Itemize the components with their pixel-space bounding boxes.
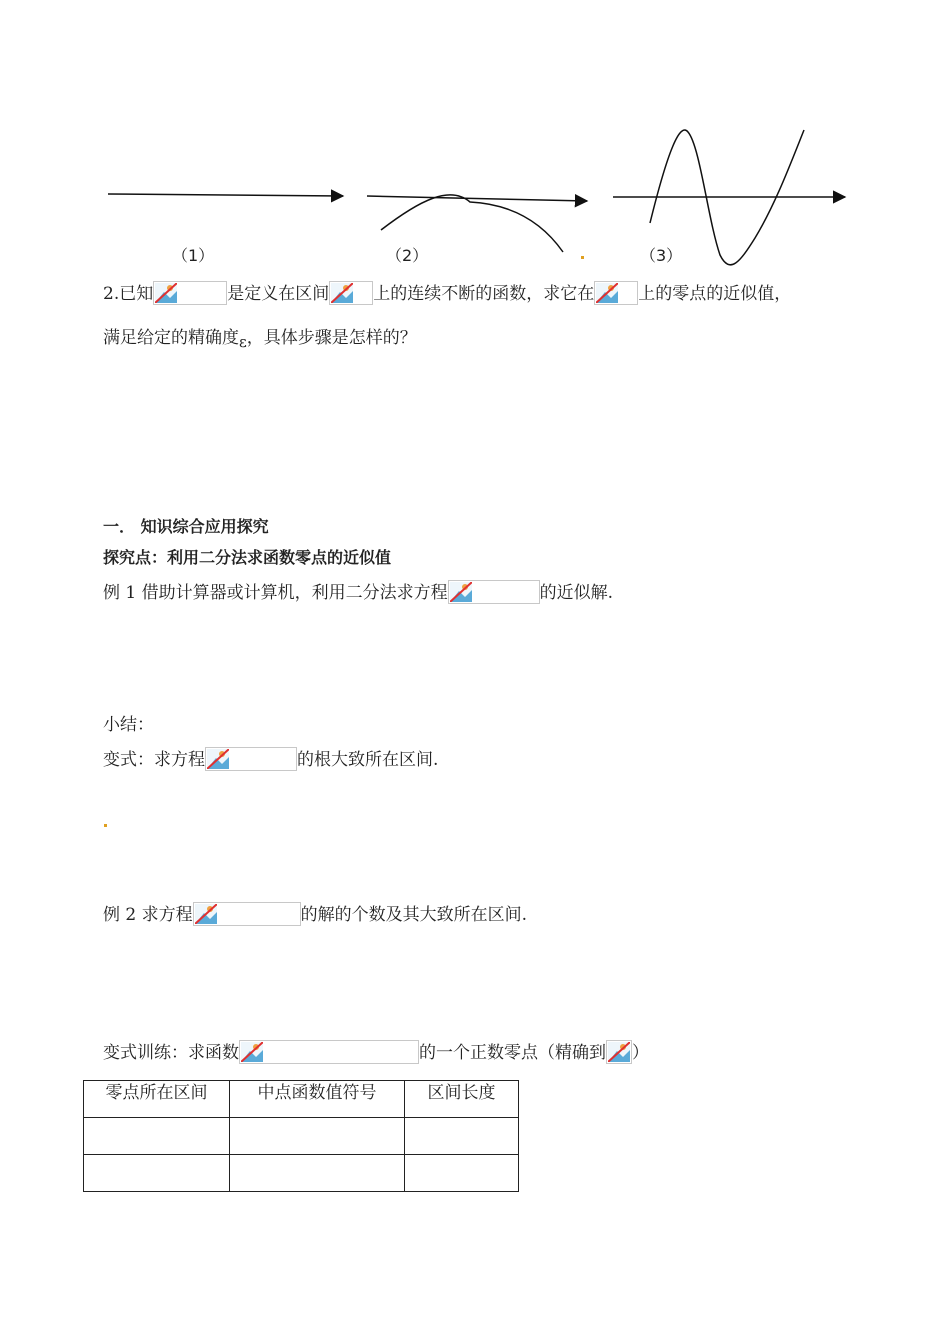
stray-mark	[104, 824, 107, 827]
table-header-row	[84, 1081, 519, 1118]
broken-image-icon	[239, 1040, 419, 1064]
table-row	[84, 1155, 519, 1192]
table-row	[84, 1118, 519, 1155]
summary-label: 小结：	[103, 715, 154, 735]
broken-image-icon	[329, 281, 373, 305]
table-header-cell: 区间长度	[405, 1081, 519, 1118]
broken-image-icon	[606, 1040, 632, 1064]
broken-image-icon	[448, 580, 540, 604]
table-cell[interactable]	[405, 1118, 519, 1155]
explore-point-heading: 探究点：利用二分法求函数零点的近似值	[103, 548, 392, 567]
stray-mark	[581, 256, 584, 259]
figure-label-1: （1）	[172, 246, 215, 265]
question2-line2: 满足给定的精确度ε，具体步骤是怎样的？	[103, 328, 417, 351]
variant-training: 变式训练：求函数 的一个正数零点（精确到 ）	[103, 1042, 649, 1064]
figure-label-2: （2）	[386, 246, 429, 265]
broken-image-icon	[193, 902, 301, 926]
broken-image-icon	[205, 747, 297, 771]
function-graphs-figure	[0, 110, 950, 280]
variant: 变式：求方程 的根大致所在区间.	[103, 749, 438, 771]
example2: 例 2 求方程 的解的个数及其大致所在区间.	[103, 904, 527, 926]
question2-line1: 2.已知 是定义在区间 上的连续不断的函数，求它在 上的零点的近似值，	[103, 283, 791, 305]
table-cell[interactable]	[405, 1155, 519, 1192]
table-header-cell: 中点函数值符号	[230, 1081, 405, 1118]
x-axis-1	[108, 194, 343, 196]
section-heading: 一． 知识综合应用探究	[103, 517, 269, 536]
table-cell[interactable]	[230, 1155, 405, 1192]
table-cell[interactable]	[84, 1118, 230, 1155]
table-cell[interactable]	[84, 1155, 230, 1192]
table-header-cell: 零点所在区间	[84, 1081, 230, 1118]
broken-image-icon	[594, 281, 638, 305]
table-cell[interactable]	[230, 1118, 405, 1155]
broken-image-icon	[153, 281, 227, 305]
figure-label-3: （3）	[640, 246, 683, 265]
bisection-table	[83, 1080, 519, 1192]
epsilon-symbol: ε	[239, 333, 247, 351]
example1: 例 1 借助计算器或计算机，利用二分法求方程 的近似解.	[103, 582, 613, 604]
x-axis-2	[367, 196, 587, 201]
